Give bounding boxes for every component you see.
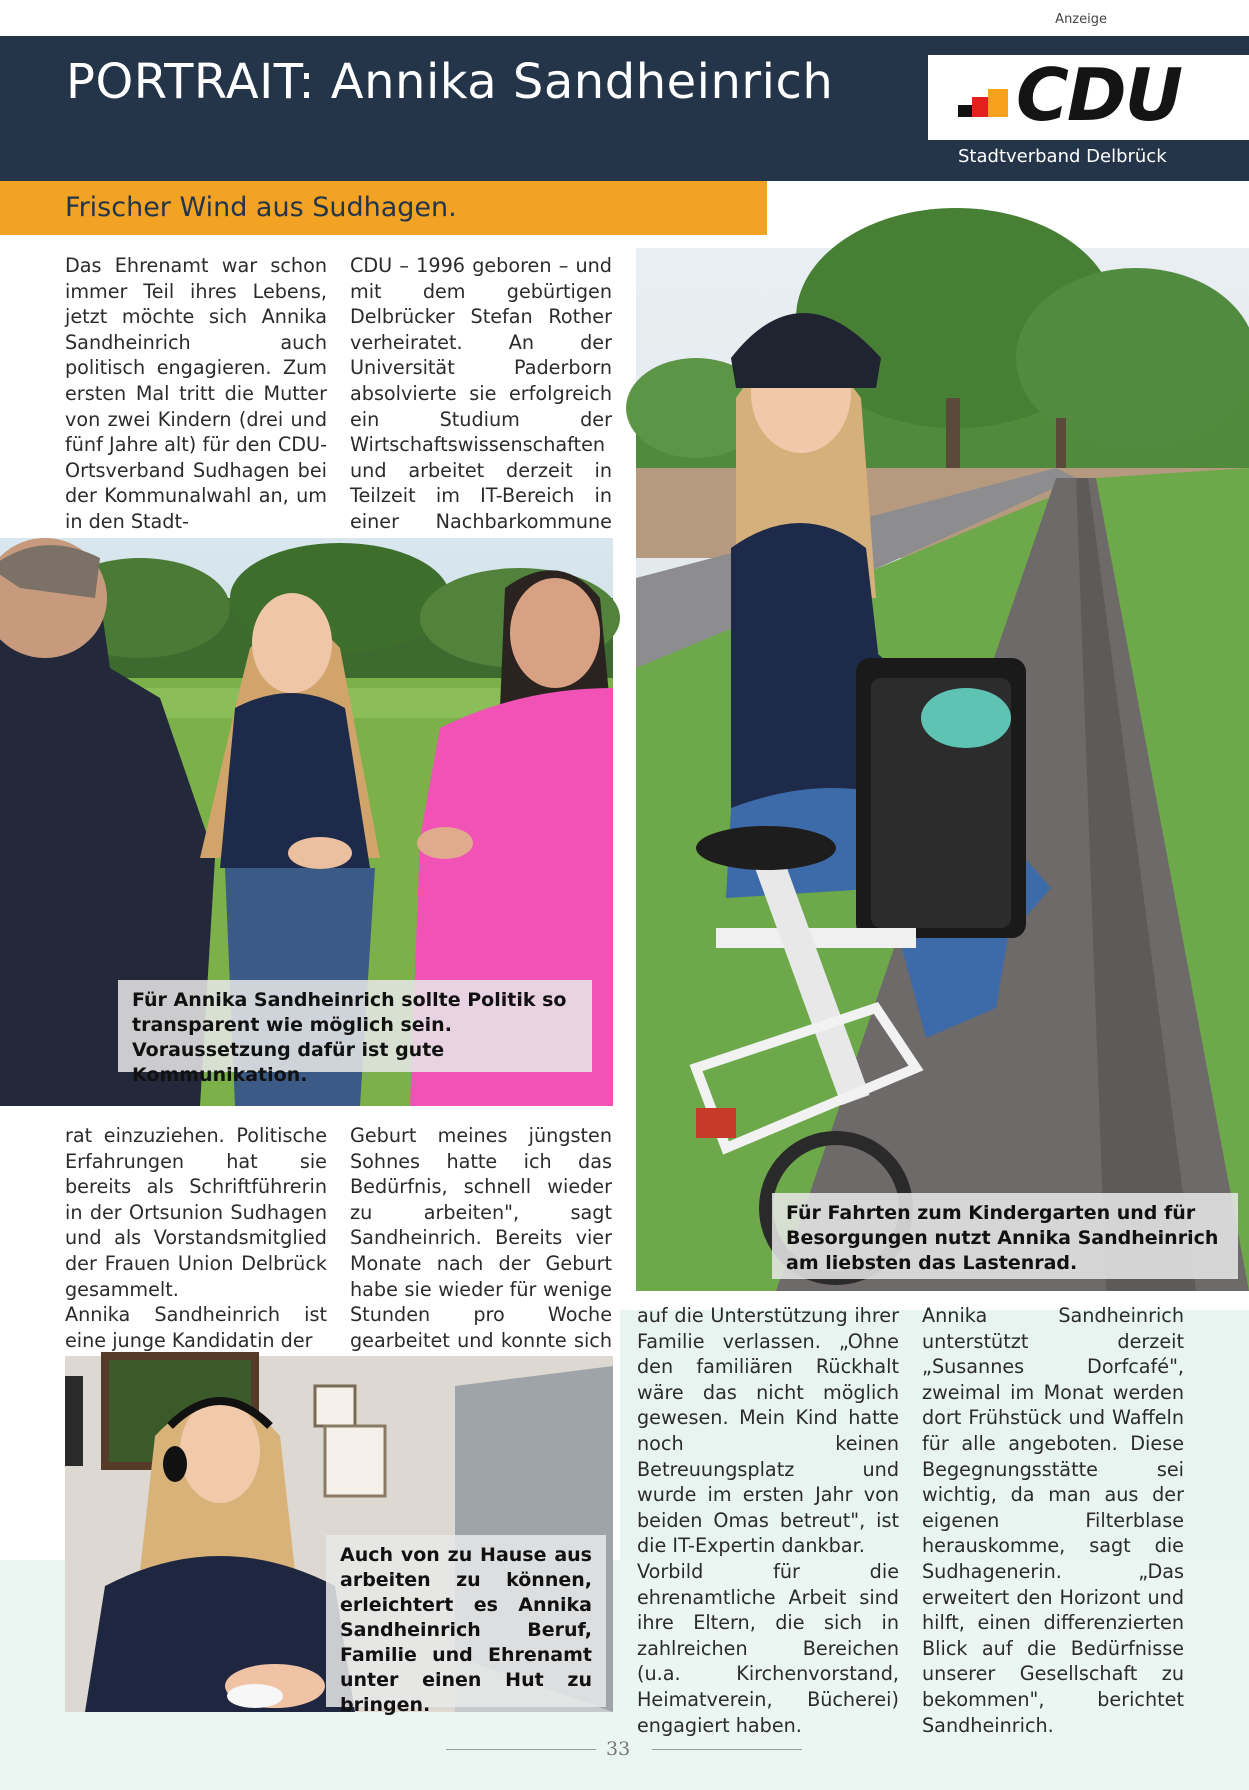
paragraph: Das Ehrenamt war schon immer Teil ihres Lebens, jetzt möchte sich Annika Sandheinrich auch politisch engagieren. Zum ersten Mal tritt die Mutter von zwei Kindern (drei und fünf Jahre alt) für den CDU-Ortsverband Sudhagen bei der Kommunalwahl an, um in den Stadt-	[65, 254, 327, 533]
article-column-2-bottom	[350, 1123, 612, 1353]
article-column-4	[922, 1303, 1184, 1737]
paragraph: auf die Unterstützung ihrer Familie verlassen. „Ohne den familiären Rückhalt wäre das nicht möglich gewesen. Mein Kind hatte noch keinen Betreuungsplatz und wurde im ersten Jahr von beiden Omas betreut", ist die IT-Expertin dankbar.	[637, 1304, 899, 1558]
logo-subtitle: Stadtverband Delbrück	[958, 146, 1167, 167]
paragraph: rat einzuziehen. Politische Erfahrungen hat sie bereits als Schriftführerin in der Ortsunion Sudhagen und als Vorstandsmitglied der Frauen Union Delbrück gesammelt.	[65, 1124, 327, 1301]
photo-bike-image	[636, 248, 1249, 1291]
paragraph: Vorbild für die ehrenamtliche Arbeit sind ihre Eltern, die sich in zahlreichen Bereichen (u.a. Kirchenvorstand, Heimatverein, Bücherei) engagiert haben.	[637, 1559, 899, 1737]
article-column-3	[637, 1303, 899, 1737]
logo-bars-icon	[958, 89, 1012, 117]
article-column-2-top	[350, 253, 612, 535]
paragraph: Annika Sandheinrich ist eine junge Kandidatin der	[65, 1303, 327, 1352]
footer-rule-right	[652, 1749, 802, 1750]
caption-homeoffice: Auch von zu Hause aus arbeiten zu können, erleichtert es Annika Sandheinrich Beruf, Familie und Ehrenamt unter einen Hut zu bringen.	[326, 1535, 606, 1707]
cdu-logo	[928, 55, 1249, 140]
logo-text: CDU	[1016, 53, 1182, 137]
article-column-1-top	[65, 253, 327, 535]
footer-rule-left	[446, 1749, 596, 1750]
article-column-1-bottom	[65, 1123, 327, 1353]
photo-bike	[636, 248, 1249, 1291]
page-footer	[446, 1738, 802, 1762]
advertisement-label: Anzeige	[1055, 12, 1107, 27]
page-number: 33	[606, 1738, 631, 1760]
page-title: PORTRAIT: Annika Sandheinrich	[66, 54, 834, 110]
paragraph: CDU – 1996 geboren – und mit dem gebürtigen Delbrücker Stefan Rother verheiratet. An der Universität Paderborn absolvierte sie erfolgreich ein Studium der Wirtschaftswissenschaften und arbeitet derzeit in Teilzeit im IT-Bereich in einer Nachbarkommune	[350, 254, 612, 533]
paragraph: Annika Sandheinrich unterstützt derzeit „Susannes Dorfcafé", zweimal im Monat werden dort Frühstück und Waffeln für alle angeboten. Diese Begegnungsstätte sei wichtig, da man aus der eigenen Filterblase herauskomme, sagt die Sudhagenerin. „Das erweitert den Horizont und hilft, einen differenzierten Blick auf die Bedürfnisse unserer Gesellschaft zu bekommen", berichtet Sandheinrich.	[922, 1304, 1184, 1737]
caption-conversation: Für Annika Sandheinrich sollte Politik so transparent wie möglich sein. Voraussetzung dafür ist gute Kommunikation.	[118, 980, 592, 1072]
article-subtitle: Frischer Wind aus Sudhagen.	[65, 192, 457, 223]
paragraph: Geburt meines jüngsten Sohnes hatte ich das Bedürfnis, schnell wieder zu arbeiten", sagt Sandheinrich. Bereits vier Monate nach der Geburt habe sie wieder für wenige Stunden pro Woche gearbeitet und konnte sich	[350, 1124, 612, 1352]
caption-bike: Für Fahrten zum Kindergarten und für Besorgungen nutzt Annika Sandheinrich am liebsten das Lastenrad.	[772, 1193, 1238, 1279]
